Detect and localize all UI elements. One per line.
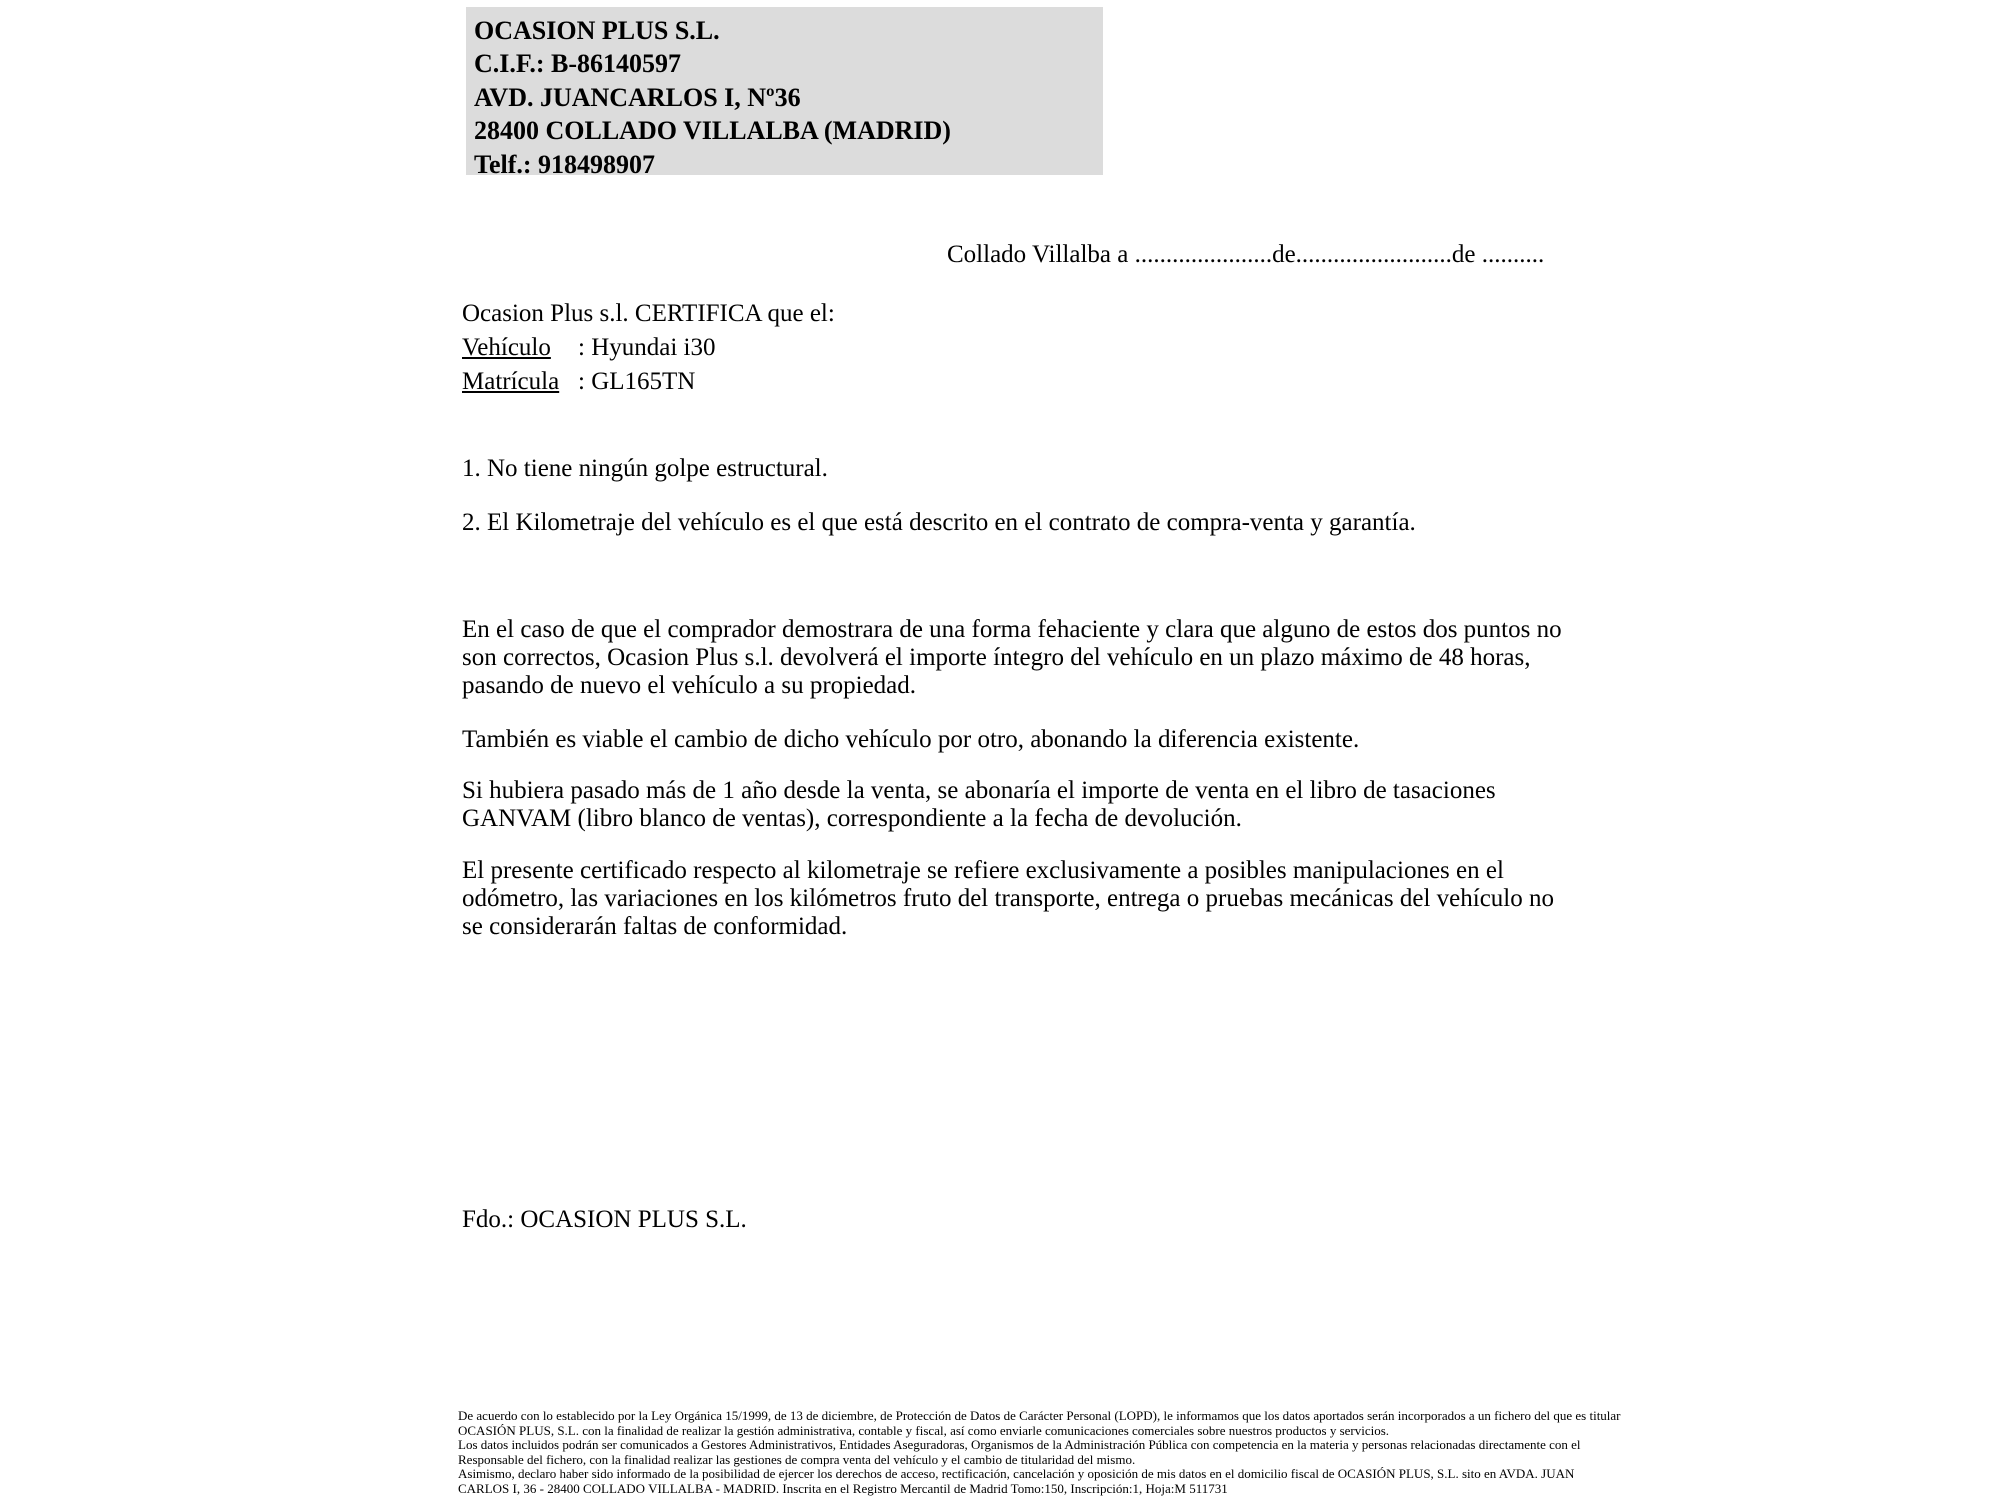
vehicle-field [462, 334, 716, 362]
company-cif: C.I.F.: B-86140597 [474, 49, 682, 79]
company-city: 28400 COLLADO VILLALBA (MADRID) [474, 116, 951, 146]
point-1: 1. No tiene ningún golpe estructural. [462, 455, 828, 482]
paragraph-odometer: El presente certificado respecto al kilometraje se refiere exclusivamente a posibles manipulaciones en el odómetro, las variaciones en los kilómetros fruto del transporte, entrega o pruebas mecánicas del vehículo no se considerarán faltas de conformidad. [462, 857, 1555, 940]
point-2: 2. El Kilometraje del vehículo es el que está descrito en el contrato de compra-venta y garantía. [462, 509, 1416, 536]
certify-intro: Ocasion Plus s.l. CERTIFICA que el: [462, 300, 835, 327]
company-header-box [466, 7, 1103, 179]
vehicle-label: Vehículo [462, 334, 551, 361]
date-blank-line: Collado Villalba a ......................de.........................de .......... [947, 241, 1545, 268]
paragraph-exchange: También es viable el cambio de dicho vehículo por otro, abonando la diferencia existente. [462, 726, 1360, 753]
company-phone: Telf.: 918498907 [474, 149, 656, 179]
vehicle-value: : Hyundai i30 [578, 334, 716, 361]
plate-value: : GL165TN [578, 368, 696, 395]
signature-line: Fdo.: OCASION PLUS S.L. [462, 1206, 747, 1233]
company-name: OCASION PLUS S.L. [474, 16, 720, 45]
paragraph-refund: En el caso de que el comprador demostrara de una forma fehaciente y clara que alguno de estos dos puntos no son correctos, Ocasion Plus s.l. devolverá el importe íntegro del vehículo en un plazo máximo de 48 horas, pasando de nuevo el vehículo a su propiedad. [462, 616, 1562, 699]
legal-footer: De acuerdo con lo establecido por la Ley Orgánica 15/1999, de 13 de diciembre, de Protección de Datos de Carácter Personal (LOPD), le informamos que los datos aportados serán incorporados a un fichero del que es titular OCASIÓN PLUS, S.L. con la finalidad de realizar la gestión administrativa, contable y fiscal, así como enviarle comunicaciones comerciales sobre nuestros productos y servicios. Los datos incluidos podrán ser comunicados a Gestores Administrativos, Entidades Aseguradoras, Organismos de la Administración Pública con competencia en la materia y personas relacionadas directamente con el Responsable del fichero, con la finalidad realizar las gestiones de compra venta del vehículo y el cambio de titularidad del mismo. Asimismo, declaro haber sido informado de la posibilidad de ejercer los derechos de acceso, rectificación, cancelación y oposición de mis datos en el domicilio fiscal de OCASIÓN PLUS, S.L. sito en AVDA. JUAN CARLOS I, 36 - 28400 COLLADO VILLALBA - MADRID. Inscrita en el Registro Mercantil de Madrid Tomo:150, Inscripción:1, Hoja:M 511731 [458, 1408, 1621, 1496]
plate-label: Matrícula [462, 368, 560, 395]
plate-field [462, 368, 695, 396]
paragraph-ganvam: Si hubiera pasado más de 1 año desde la venta, se abonaría el importe de venta en el libro de tasaciones GANVAM (libro blanco de ventas), correspondiente a la fecha de devolución. [462, 777, 1496, 832]
company-address: AVD. JUANCARLOS I, Nº36 [474, 82, 801, 112]
